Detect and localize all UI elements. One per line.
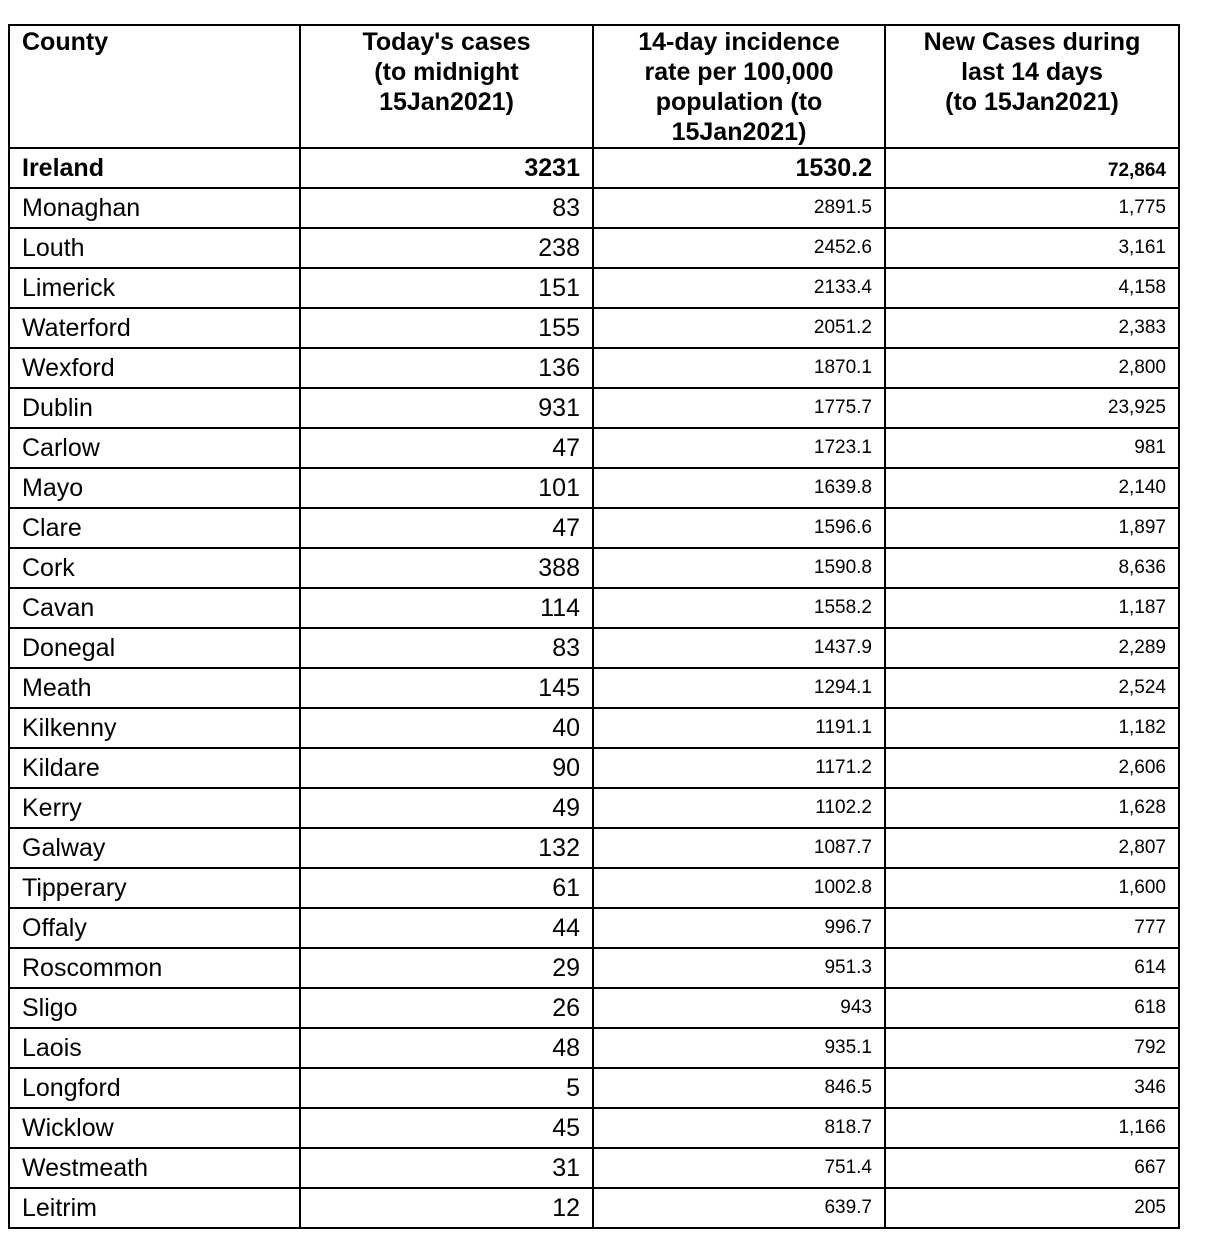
county-cell: Wicklow [9,1108,300,1148]
new-cases-cell: 2,289 [885,628,1179,668]
todays-cases-cell: 47 [300,428,593,468]
todays-cases-cell: 49 [300,788,593,828]
county-cell: Westmeath [9,1148,300,1188]
incidence-rate-cell: 1294.1 [593,668,885,708]
total-county-cell: Ireland [9,148,300,188]
incidence-rate-cell: 1087.7 [593,828,885,868]
incidence-rate-cell: 1437.9 [593,628,885,668]
header-incidence-rate-line: population (to [655,88,823,116]
table-row [9,348,1179,388]
incidence-rate-cell: 2051.2 [593,308,885,348]
incidence-rate-cell: 639.7 [593,1188,885,1228]
header-new-cases-line: last 14 days [961,58,1103,86]
county-cell: Kilkenny [9,708,300,748]
table-row [9,788,1179,828]
new-cases-cell: 618 [885,988,1179,1028]
table-row [9,1188,1179,1228]
county-cell: Clare [9,508,300,548]
todays-cases-cell: 83 [300,188,593,228]
incidence-rate-cell: 846.5 [593,1068,885,1108]
table-row [9,748,1179,788]
todays-cases-cell: 12 [300,1188,593,1228]
todays-cases-cell: 151 [300,268,593,308]
table-row [9,188,1179,228]
new-cases-cell: 4,158 [885,268,1179,308]
total-todays-cases-cell: 3231 [300,148,593,188]
table-row [9,548,1179,588]
new-cases-cell: 792 [885,1028,1179,1068]
todays-cases-cell: 44 [300,908,593,948]
incidence-rate-cell: 935.1 [593,1028,885,1068]
todays-cases-cell: 388 [300,548,593,588]
county-cell: Cavan [9,588,300,628]
new-cases-cell: 1,775 [885,188,1179,228]
incidence-rate-cell: 1639.8 [593,468,885,508]
header-new-cases-line: New Cases during [923,28,1141,56]
header-todays-cases [300,25,593,148]
new-cases-cell: 614 [885,948,1179,988]
new-cases-cell: 777 [885,908,1179,948]
county-cell: Wexford [9,348,300,388]
header-incidence-rate-line: 15Jan2021) [671,118,807,146]
incidence-rate-cell: 1191.1 [593,708,885,748]
county-cell: Donegal [9,628,300,668]
new-cases-cell: 3,161 [885,228,1179,268]
todays-cases-cell: 40 [300,708,593,748]
incidence-rate-cell: 951.3 [593,948,885,988]
todays-cases-cell: 31 [300,1148,593,1188]
header-incidence-rate-line: 14-day incidence [638,28,840,56]
table-row [9,268,1179,308]
table-row [9,988,1179,1028]
table-row [9,828,1179,868]
table-row [9,868,1179,908]
new-cases-cell: 1,166 [885,1108,1179,1148]
incidence-rate-cell: 2891.5 [593,188,885,228]
table-row [9,1068,1179,1108]
county-cell: Waterford [9,308,300,348]
covid-cases-table [8,24,1180,1229]
todays-cases-cell: 931 [300,388,593,428]
new-cases-cell: 667 [885,1148,1179,1188]
new-cases-cell: 1,600 [885,868,1179,908]
table-row [9,1028,1179,1068]
new-cases-cell: 2,606 [885,748,1179,788]
new-cases-cell: 2,140 [885,468,1179,508]
todays-cases-cell: 83 [300,628,593,668]
table-row [9,428,1179,468]
todays-cases-cell: 48 [300,1028,593,1068]
county-cell: Galway [9,828,300,868]
table-header [9,25,1179,148]
incidence-rate-cell: 751.4 [593,1148,885,1188]
table-row [9,588,1179,628]
header-incidence-rate [593,25,885,148]
table-row [9,908,1179,948]
incidence-rate-cell: 1596.6 [593,508,885,548]
table-row [9,708,1179,748]
table-row [9,468,1179,508]
incidence-rate-cell: 1171.2 [593,748,885,788]
incidence-rate-cell: 2133.4 [593,268,885,308]
table-row [9,508,1179,548]
new-cases-cell: 1,187 [885,588,1179,628]
table-row [9,1108,1179,1148]
county-cell: Monaghan [9,188,300,228]
county-cell: Cork [9,548,300,588]
todays-cases-cell: 61 [300,868,593,908]
header-todays-cases-line: (to midnight [374,58,519,86]
table-row [9,228,1179,268]
incidence-rate-cell: 1558.2 [593,588,885,628]
header-todays-cases-line: Today's cases [362,28,531,56]
county-cell: Meath [9,668,300,708]
new-cases-cell: 2,800 [885,348,1179,388]
todays-cases-cell: 90 [300,748,593,788]
header-todays-cases-line: 15Jan2021) [379,88,514,116]
todays-cases-cell: 145 [300,668,593,708]
todays-cases-cell: 45 [300,1108,593,1148]
new-cases-cell: 2,524 [885,668,1179,708]
incidence-rate-cell: 1002.8 [593,868,885,908]
header-row [9,25,1179,148]
header-incidence-rate-line: rate per 100,000 [644,58,834,86]
table-row [9,628,1179,668]
total-new-cases-cell: 72,864 [885,148,1179,188]
table-row [9,1148,1179,1188]
new-cases-cell: 2,807 [885,828,1179,868]
todays-cases-cell: 155 [300,308,593,348]
county-cell: Leitrim [9,1188,300,1228]
incidence-rate-cell: 818.7 [593,1108,885,1148]
incidence-rate-cell: 996.7 [593,908,885,948]
todays-cases-cell: 29 [300,948,593,988]
county-cell: Roscommon [9,948,300,988]
county-cell: Dublin [9,388,300,428]
table-row [9,668,1179,708]
county-cell: Offaly [9,908,300,948]
new-cases-cell: 1,628 [885,788,1179,828]
county-cell: Louth [9,228,300,268]
todays-cases-cell: 101 [300,468,593,508]
new-cases-cell: 205 [885,1188,1179,1228]
county-cell: Carlow [9,428,300,468]
county-cell: Sligo [9,988,300,1028]
new-cases-cell: 8,636 [885,548,1179,588]
new-cases-cell: 346 [885,1068,1179,1108]
county-cell: Mayo [9,468,300,508]
new-cases-cell: 2,383 [885,308,1179,348]
new-cases-cell: 1,182 [885,708,1179,748]
new-cases-cell: 23,925 [885,388,1179,428]
header-new-cases [885,25,1179,148]
county-cell: Kildare [9,748,300,788]
total-row [9,148,1179,188]
header-county: County [9,25,300,148]
table-row [9,948,1179,988]
county-cell: Kerry [9,788,300,828]
total-incidence-rate-cell: 1530.2 [593,148,885,188]
incidence-rate-cell: 2452.6 [593,228,885,268]
table-row [9,388,1179,428]
incidence-rate-cell: 1870.1 [593,348,885,388]
incidence-rate-cell: 1102.2 [593,788,885,828]
incidence-rate-cell: 1775.7 [593,388,885,428]
incidence-rate-cell: 943 [593,988,885,1028]
todays-cases-cell: 136 [300,348,593,388]
county-cell: Tipperary [9,868,300,908]
county-cell: Longford [9,1068,300,1108]
header-new-cases-line: (to 15Jan2021) [945,88,1119,116]
todays-cases-cell: 26 [300,988,593,1028]
county-cell: Limerick [9,268,300,308]
new-cases-cell: 1,897 [885,508,1179,548]
todays-cases-cell: 114 [300,588,593,628]
todays-cases-cell: 47 [300,508,593,548]
table-body [9,148,1179,1228]
todays-cases-cell: 132 [300,828,593,868]
county-cell: Laois [9,1028,300,1068]
todays-cases-cell: 238 [300,228,593,268]
cases-table-container [8,24,1180,1229]
todays-cases-cell: 5 [300,1068,593,1108]
incidence-rate-cell: 1723.1 [593,428,885,468]
incidence-rate-cell: 1590.8 [593,548,885,588]
table-row [9,308,1179,348]
new-cases-cell: 981 [885,428,1179,468]
